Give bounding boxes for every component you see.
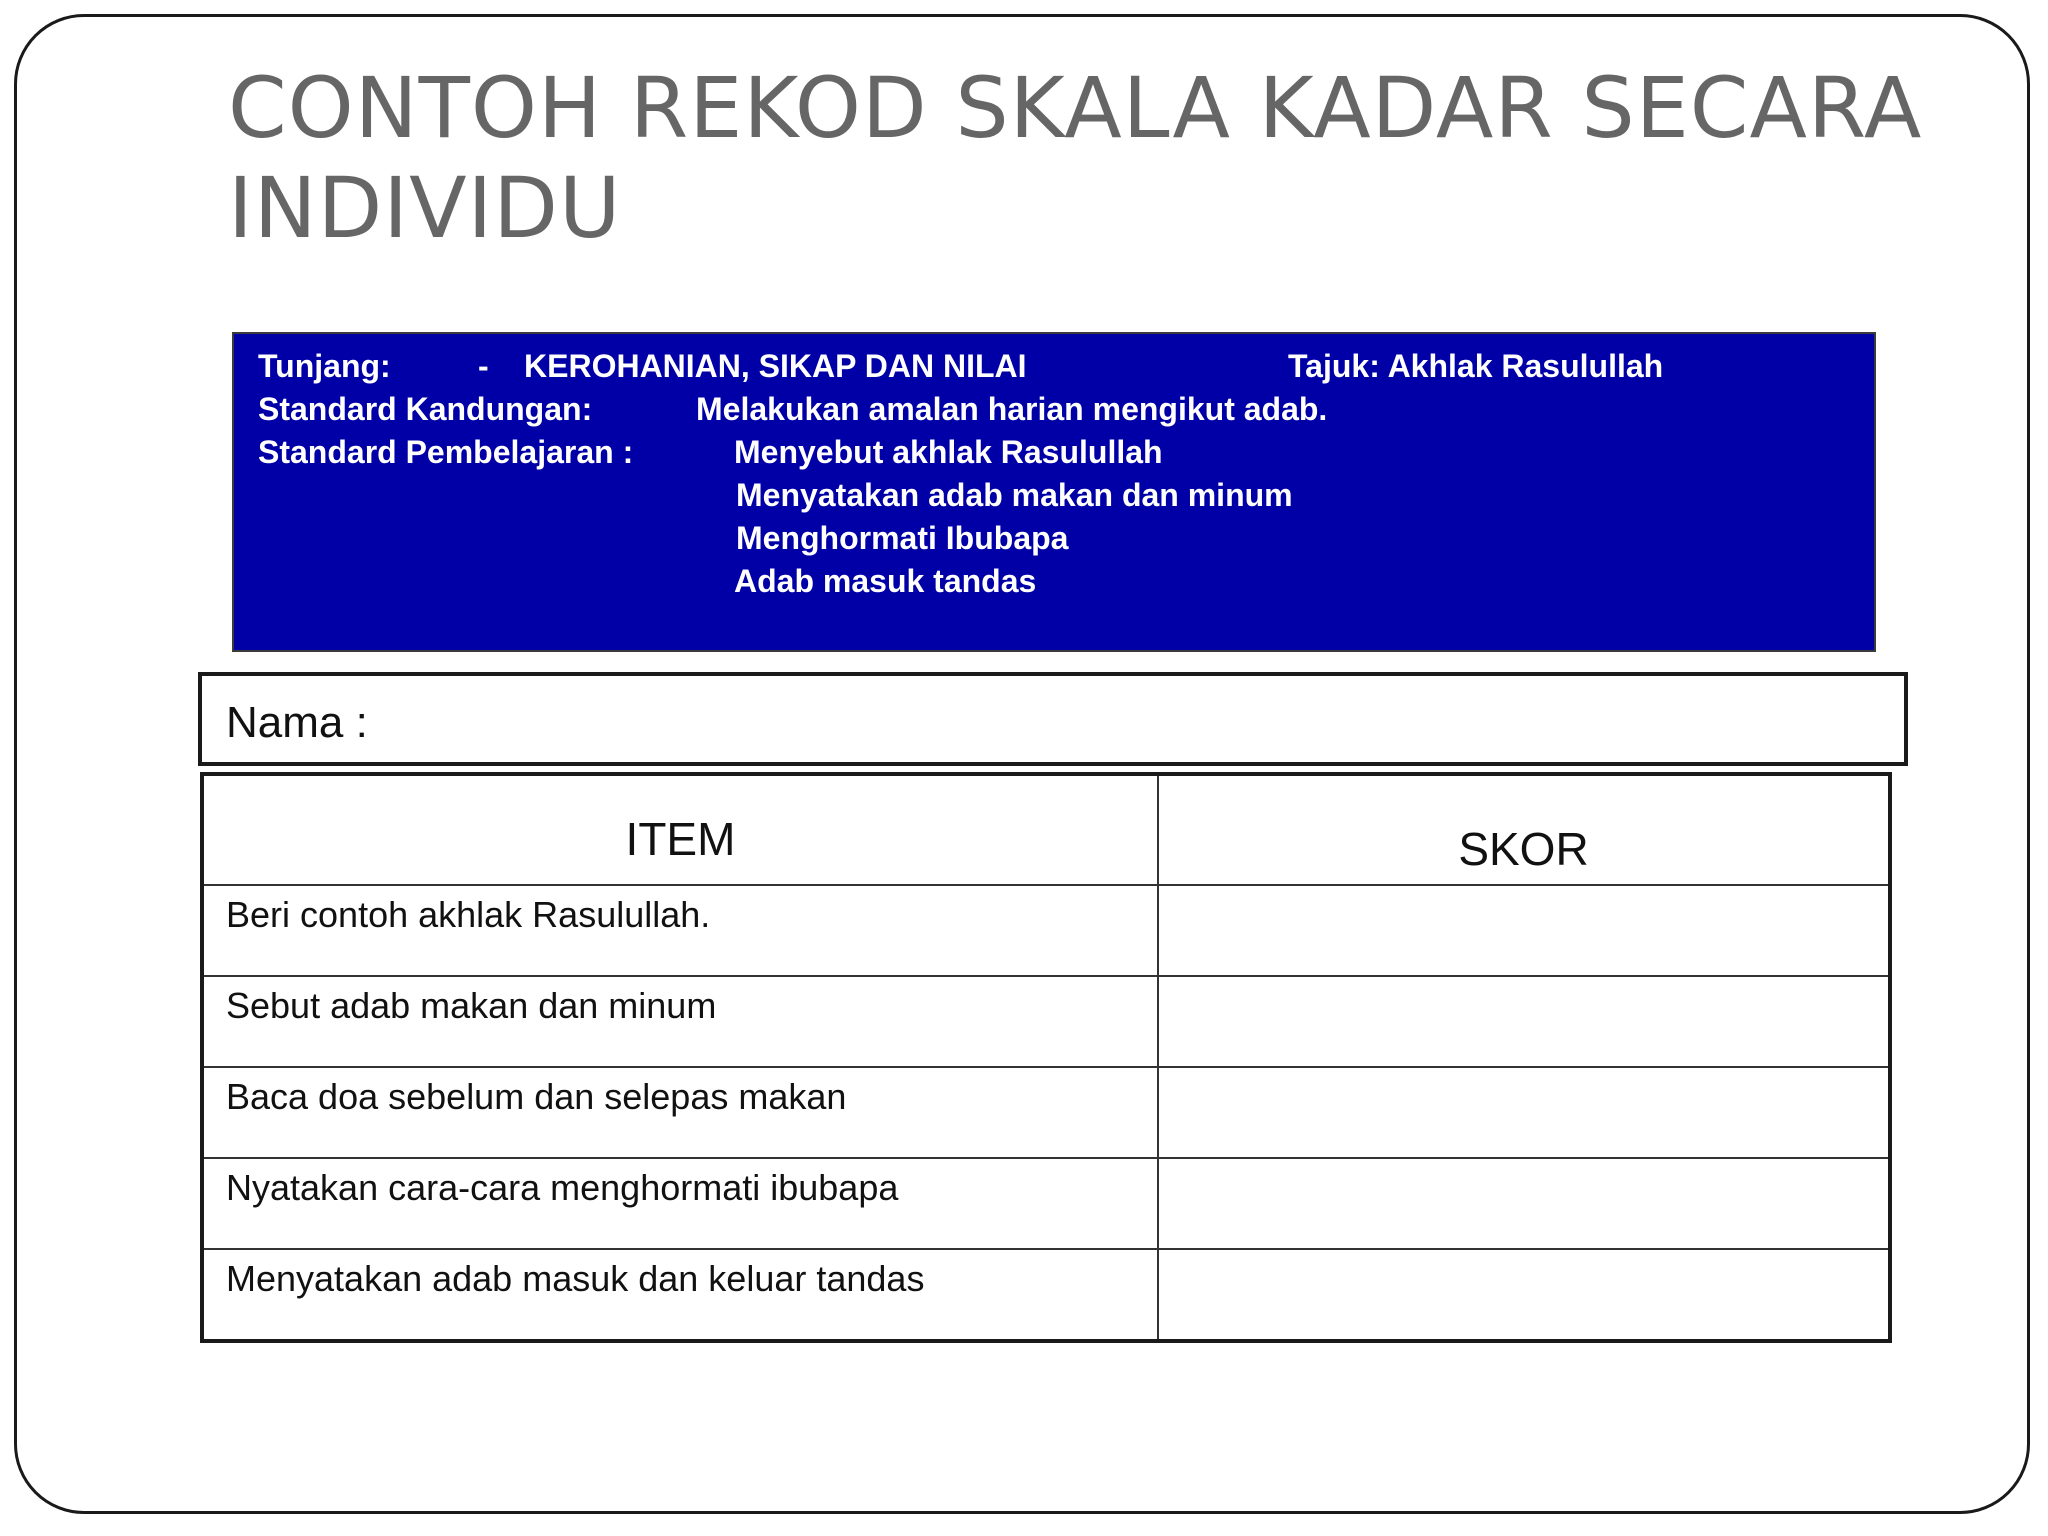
page-title: CONTOH REKOD SKALA KADAR SECARA INDIVIDU [228, 59, 1923, 257]
tunjang-label: Tunjang: [258, 348, 391, 384]
standard-kandungan-label: Standard Kandungan: [258, 391, 593, 427]
nama-label: Nama : [226, 698, 368, 747]
item-cell: Sebut adab makan dan minum [202, 976, 1158, 1067]
table-row [202, 885, 1890, 976]
header-item: ITEM [202, 774, 1158, 885]
standard-pembelajaran-item: Adab masuk tandas [734, 563, 1037, 599]
header-skor: SKOR [1158, 774, 1890, 885]
skor-cell[interactable] [1158, 1158, 1890, 1249]
skor-cell[interactable] [1158, 1067, 1890, 1158]
tunjang-value: KEROHANIAN, SIKAP DAN NILAI [524, 348, 1027, 384]
tunjang-dash: - [478, 348, 489, 384]
skor-cell[interactable] [1158, 976, 1890, 1067]
nama-field-box [198, 672, 1908, 766]
curriculum-info-box [232, 332, 1876, 652]
item-cell: Nyatakan cara-cara menghormati ibubapa [202, 1158, 1158, 1249]
table-row [202, 1067, 1890, 1158]
standard-pembelajaran-item: Menyatakan adab makan dan minum [736, 477, 1293, 513]
item-cell: Menyatakan adab masuk dan keluar tandas [202, 1249, 1158, 1341]
standard-pembelajaran-item: Menyebut akhlak Rasulullah [734, 434, 1163, 470]
item-cell: Baca doa sebelum dan selepas makan [202, 1067, 1158, 1158]
skor-cell[interactable] [1158, 1249, 1890, 1341]
standard-kandungan-value: Melakukan amalan harian mengikut adab. [696, 391, 1328, 427]
table-header-row [202, 774, 1890, 885]
standard-pembelajaran-label: Standard Pembelajaran : [258, 434, 634, 470]
skor-cell[interactable] [1158, 885, 1890, 976]
item-cell: Beri contoh akhlak Rasulullah. [202, 885, 1158, 976]
table-row [202, 1158, 1890, 1249]
table-row [202, 1249, 1890, 1341]
standard-pembelajaran-item: Menghormati Ibubapa [736, 520, 1069, 556]
tajuk-text: Tajuk: Akhlak Rasulullah [1288, 348, 1664, 384]
table-row [202, 976, 1890, 1067]
skala-table [200, 772, 1892, 1343]
